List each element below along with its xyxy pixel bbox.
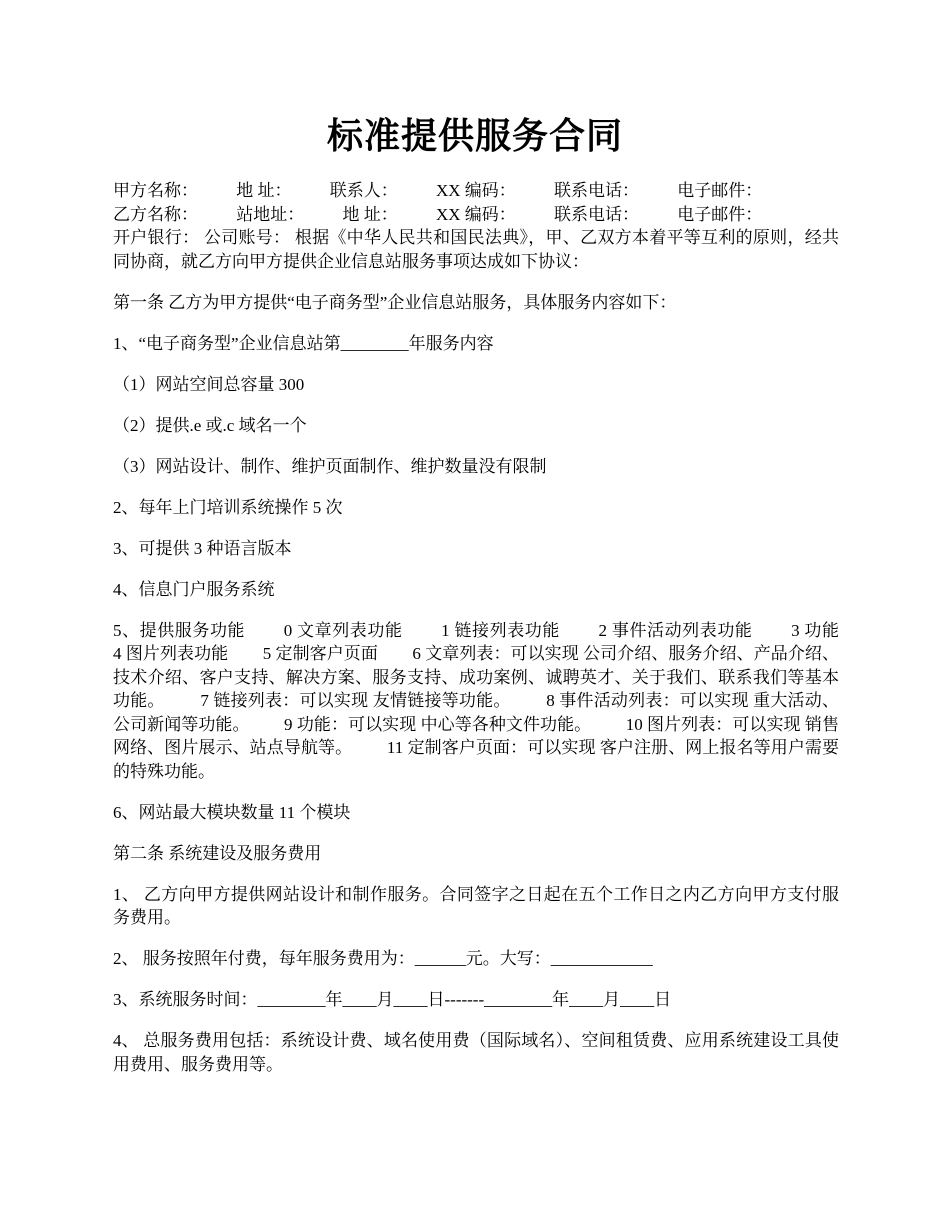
- service-subitem-2: （2）提供.e 或.c 域名一个: [113, 415, 307, 435]
- service-item-1: 1、“电子商务型”企业信息站第________年服务内容: [113, 333, 494, 353]
- service-subitem-1: （1）网站空间总容量 300: [113, 374, 305, 394]
- party-a-info-line: 甲方名称： 地 址： 联系人： XX 编码： 联系电话： 电子邮件：: [113, 181, 763, 200]
- service-item-4: 4、信息门户服务系统: [113, 579, 275, 599]
- article-1-heading: 第一条 乙方为甲方提供“电子商务型”企业信息站服务，具体服务内容如下：: [113, 292, 677, 312]
- service-item-6: 6、网站最大模块数量 11 个模块: [113, 802, 351, 822]
- article-2-heading: 第二条 系统建设及服务费用: [113, 843, 322, 863]
- service-subitem-3: （3）网站设计、制作、维护页面制作、维护数量没有限制: [113, 456, 547, 476]
- service-item-3: 3、可提供 3 种语言版本: [113, 538, 292, 558]
- document-body: [113, 179, 873, 1076]
- fee-item-1: 1、 乙方向甲方提供网站设计和制作服务。合同签字之日起在五个工作日之内乙方向甲方支付服务费用。: [113, 884, 839, 927]
- service-item-5: 5、提供服务功能 0 文章列表功能 1 链接列表功能 2 事件活动列表功能 3 功能 4 图片列表功能 5 定制客户页面 6 文章列表：可以实现 公司介绍、服务介绍、产品介绍、技术介绍、客户支持、解决方案、服务支持、成功案例、诚聘英才、关于我们、联系我们等基本功能。 7 链接列表：可以实现 友情链接等功能。 8 事件活动列表：可以实现 重大活动、公司新闻等功能。 9 功能：可以实现 中心等各种文件功能。 10 图片列表：可以实现 销售网络、图片展示、站点导航等。 11 定制客户页面：可以实现 客户注册、网上报名等用户需要的特殊功能。: [113, 620, 873, 781]
- document-title: 标准提供服务合同: [326, 116, 623, 156]
- fee-item-3: 3、系统服务时间：________年____月____日-------________年____月____日: [113, 990, 672, 1009]
- fee-item-4: 4、 总服务费用包括：系统设计费、域名使用费（国际域名）、空间租赁费、应用系统建设工具使用费用、服务费用等。: [113, 1031, 839, 1074]
- fee-item-2: 2、 服务按照年付费，每年服务费用为：______元。大写：____________: [113, 949, 653, 968]
- service-item-2: 2、每年上门培训系统操作 5 次: [113, 497, 343, 517]
- party-b-info-line: 乙方名称： 站地址： 地 址： XX 编码： 联系电话： 电子邮件：: [113, 204, 763, 224]
- preamble-paragraph: 开户银行： 公司账号： 根据《中华人民共和国民法典》，甲、乙双方本着平等互利的原则，经共同协商，就乙方向甲方提供企业信息站服务事项达成如下协议：: [113, 228, 839, 271]
